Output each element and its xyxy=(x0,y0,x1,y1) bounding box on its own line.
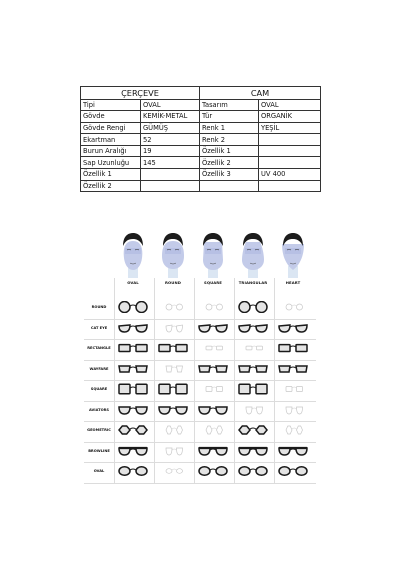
frame-attr-value: 52 xyxy=(141,134,200,146)
table-row xyxy=(81,134,321,146)
frame-attr-value: KEMİK-METAL xyxy=(141,111,200,123)
glasses-icon-recommended xyxy=(274,322,312,336)
lens-attr-label: Özellik 3 xyxy=(200,169,259,181)
glasses-icon-recommended xyxy=(274,342,312,356)
glasses-icon-recommended xyxy=(234,301,272,315)
face-shape-label: SQUARE xyxy=(204,280,222,285)
lens-attr-label: Renk 1 xyxy=(200,122,259,134)
glasses-icon-recommended xyxy=(114,301,152,315)
lens-attr-label xyxy=(200,180,259,192)
frame-attr-label: Ekartman xyxy=(81,134,141,146)
frame-attr-value: GÜMÜŞ xyxy=(141,122,200,134)
glasses-icon-not-recommended xyxy=(194,383,232,397)
glasses-icon-recommended xyxy=(234,383,272,397)
glasses-icon-not-recommended xyxy=(154,465,192,479)
glasses-icon-not-recommended xyxy=(154,363,192,377)
glasses-icon-not-recommended xyxy=(274,383,312,397)
glasses-icon-recommended xyxy=(234,363,272,377)
glasses-icon-not-recommended xyxy=(274,424,312,438)
frame-style-label: BROWLINE xyxy=(88,448,110,453)
glasses-icon-recommended xyxy=(194,445,232,459)
lens-attr-label: Renk 2 xyxy=(200,134,259,146)
glasses-icon-recommended xyxy=(274,465,312,479)
lens-attr-label: Özellik 2 xyxy=(200,157,259,169)
glasses-icon-recommended xyxy=(154,383,192,397)
glasses-icon-recommended xyxy=(114,465,152,479)
glasses-icon-recommended xyxy=(154,404,192,418)
frame-style-label: RECTANGLE xyxy=(87,346,111,350)
glasses-icon-recommended xyxy=(114,363,152,377)
glasses-icon-recommended xyxy=(234,465,272,479)
glasses-icon-recommended xyxy=(194,363,232,377)
frame-attr-value: 145 xyxy=(141,157,200,169)
frame-attr-value: 19 xyxy=(141,145,200,157)
glasses-icon-recommended xyxy=(114,342,152,356)
glasses-icon-recommended xyxy=(194,322,232,336)
frame-row-wayfare xyxy=(84,360,316,382)
lens-attr-value xyxy=(259,145,321,157)
frame-row-browline xyxy=(84,442,316,464)
frame-attr-label: Tipi xyxy=(81,99,141,111)
glasses-icon-recommended xyxy=(234,424,272,438)
face-shape-label: HEART xyxy=(285,280,301,285)
frame-row-square xyxy=(84,380,316,402)
lens-attr-value xyxy=(259,180,321,192)
frame-style-label: OVAL xyxy=(93,469,105,473)
table-row xyxy=(81,157,321,169)
frame-style-label: WAYFARE xyxy=(89,366,109,371)
table-row xyxy=(81,145,321,157)
frame-attr-label: Burun Aralığı xyxy=(81,145,141,157)
table-row xyxy=(81,169,321,181)
frame-attr-label: Sap Uzunluğu xyxy=(81,157,141,169)
table-row xyxy=(81,180,321,192)
face-shape-label: TRIANGULAR xyxy=(238,280,268,285)
frame-attr-label: Gövde Rengi xyxy=(81,122,141,134)
frame-style-label: GEOMETRIC xyxy=(87,428,111,432)
table-row xyxy=(81,111,321,123)
glasses-icon-recommended xyxy=(234,322,272,336)
spec-table xyxy=(80,86,321,192)
glasses-icon-not-recommended xyxy=(234,404,272,418)
glasses-icon-not-recommended xyxy=(154,445,192,459)
glasses-icon-not-recommended xyxy=(194,424,232,438)
table-header-row xyxy=(81,87,321,100)
frame-attr-label: Özellik 2 xyxy=(81,180,141,192)
frame-attr-label: Gövde xyxy=(81,111,141,123)
spec-body xyxy=(81,99,321,192)
glasses-icon-recommended xyxy=(274,445,312,459)
frame-row-aviator xyxy=(84,401,316,423)
glasses-icon-recommended xyxy=(274,363,312,377)
frame-style-label: ROUND xyxy=(91,305,107,309)
lens-attr-value: OVAL xyxy=(259,99,321,111)
face-shape-label: OVAL xyxy=(127,280,139,285)
glasses-icon-recommended xyxy=(114,383,152,397)
lens-attr-value: UV 400 xyxy=(259,169,321,181)
face-shape-label: ROUND xyxy=(164,280,182,285)
glasses-icon-recommended xyxy=(114,404,152,418)
lens-attr-value: YEŞİL xyxy=(259,122,321,134)
frame-attr-value: OVAL xyxy=(141,99,200,111)
lens-header: CAM xyxy=(200,87,321,100)
glasses-icon-recommended xyxy=(154,342,192,356)
glasses-icon-recommended xyxy=(194,404,232,418)
lens-attr-value xyxy=(259,157,321,169)
glasses-icon-recommended xyxy=(194,465,232,479)
frame-attr-label: Özellik 1 xyxy=(81,169,141,181)
lens-attr-value xyxy=(259,134,321,146)
lens-attr-label: Tasarım xyxy=(200,99,259,111)
glasses-icon-not-recommended xyxy=(274,301,312,315)
face-shape-chart xyxy=(84,228,316,484)
frame-attr-value xyxy=(141,180,200,192)
table-row xyxy=(81,122,321,134)
glasses-icon-recommended xyxy=(114,424,152,438)
lens-attr-label: Özellik 1 xyxy=(200,145,259,157)
frame-row-cateye xyxy=(84,319,316,341)
glasses-icon-not-recommended xyxy=(234,342,272,356)
glasses-icon-not-recommended xyxy=(194,342,232,356)
frame-row-rectangle xyxy=(84,339,316,361)
glasses-icon-not-recommended xyxy=(154,424,192,438)
glasses-icon-not-recommended xyxy=(154,322,192,336)
glasses-icon-not-recommended xyxy=(274,404,312,418)
glasses-icon-not-recommended xyxy=(194,301,232,315)
frame-style-label: AVIATORS xyxy=(88,407,110,412)
frame-attr-value xyxy=(141,169,200,181)
face-heart xyxy=(274,228,312,290)
frame-row-geometric xyxy=(84,421,316,443)
frame-header: ÇERÇEVE xyxy=(81,87,200,100)
frame-style-label: SQUARE xyxy=(90,387,108,391)
glasses-icon-not-recommended xyxy=(154,301,192,315)
frame-row-oval xyxy=(84,462,316,484)
glasses-icon-recommended xyxy=(114,322,152,336)
frame-style-label: CAT EYE xyxy=(90,325,108,330)
frame-row-round xyxy=(84,298,316,320)
lens-attr-label: Tür xyxy=(200,111,259,123)
table-row xyxy=(81,99,321,111)
glasses-icon-recommended xyxy=(234,445,272,459)
glasses-icon-recommended xyxy=(114,445,152,459)
lens-attr-value: ORGANİK xyxy=(259,111,321,123)
